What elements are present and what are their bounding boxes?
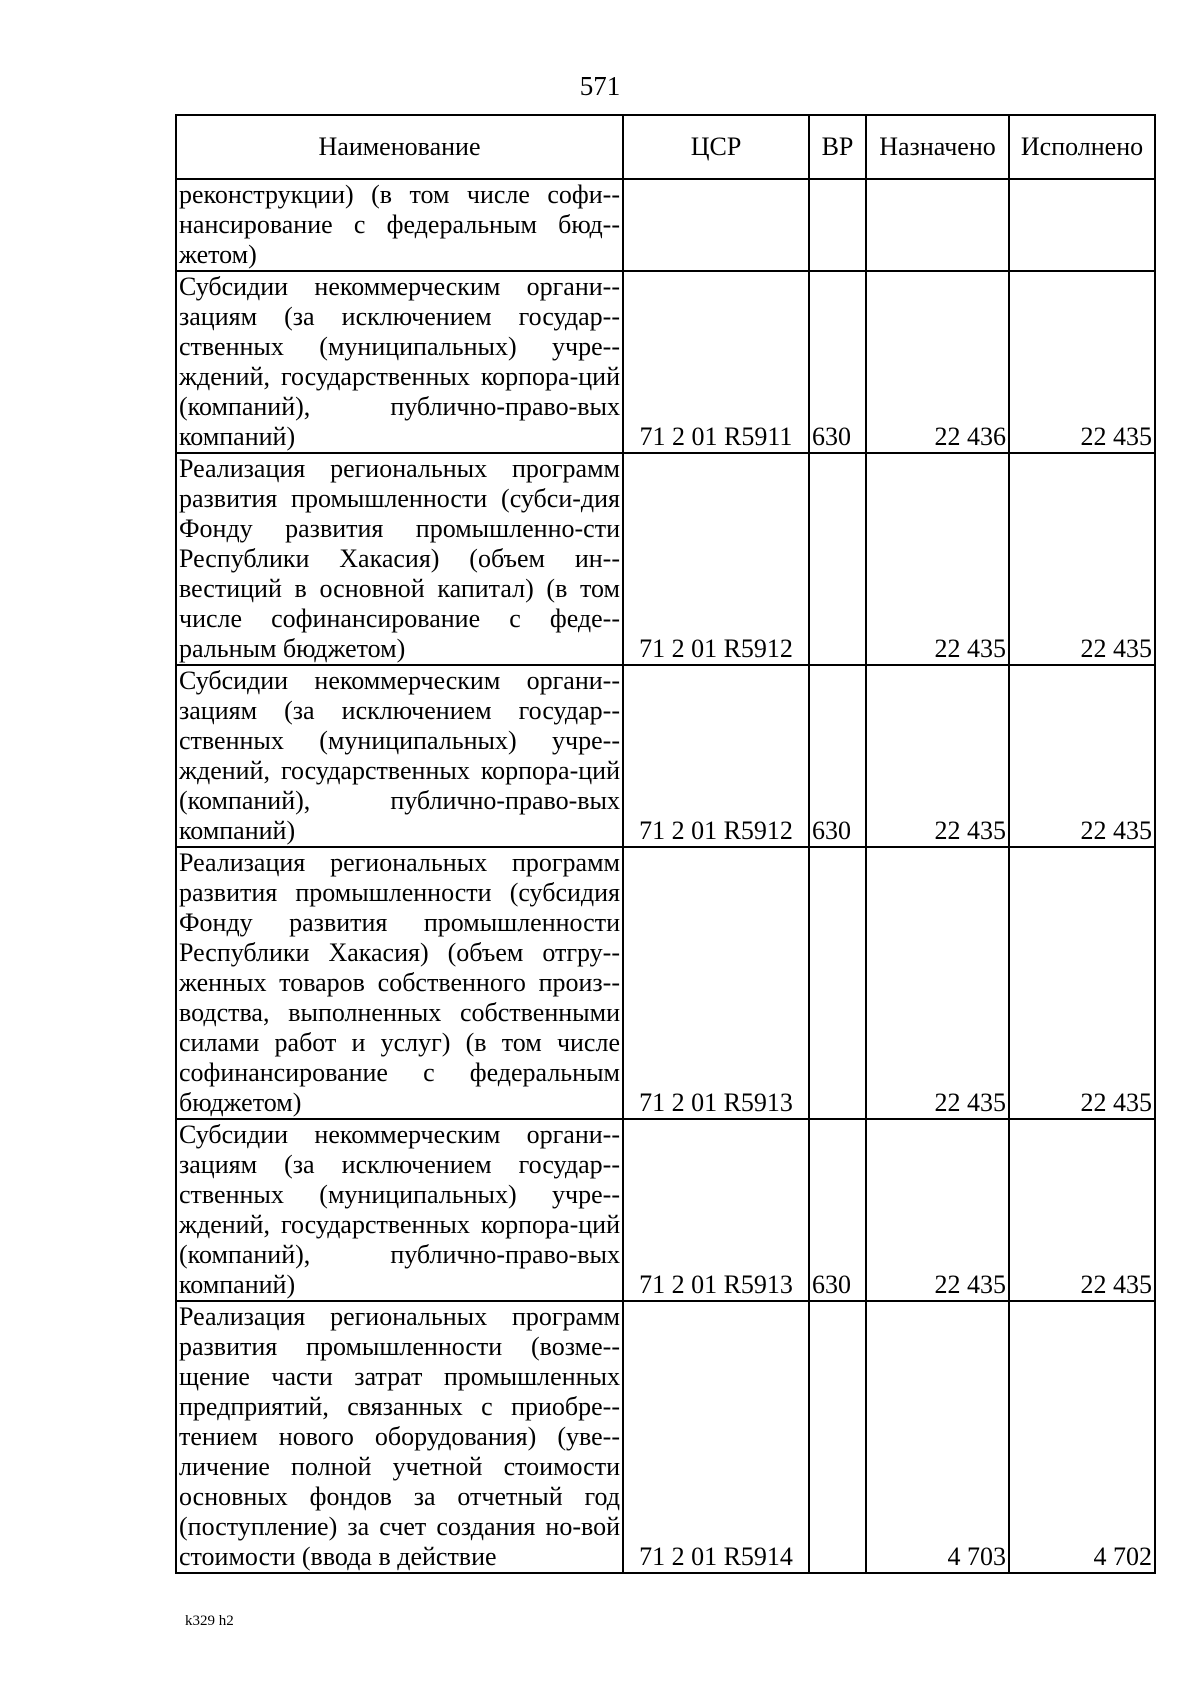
row-vr: 630 <box>809 271 866 453</box>
row-planned: 22 435 <box>866 453 1009 665</box>
table-row <box>176 847 1155 1119</box>
row-vr: 630 <box>809 665 866 847</box>
header-executed: Исполнено <box>1009 115 1155 179</box>
row-planned: 22 435 <box>866 847 1009 1119</box>
table-row <box>176 271 1155 453</box>
budget-table <box>175 114 1156 1574</box>
table-row <box>176 453 1155 665</box>
row-name: Субсидии некоммерческим органи-зациям (за исключением государ-ственных (муниципальных) учре-ждений, государственных корпора-ций (компаний), публично-право-вых компаний) <box>176 1119 623 1301</box>
row-planned: 4 703 <box>866 1301 1009 1573</box>
row-executed: 4 702 <box>1009 1301 1155 1573</box>
row-planned: 22 435 <box>866 665 1009 847</box>
table-row <box>176 665 1155 847</box>
row-executed: 22 435 <box>1009 1119 1155 1301</box>
row-name: реконструкции) (в том числе софи-нансирование с федеральным бюд-жетом) <box>176 179 623 271</box>
row-vr <box>809 453 866 665</box>
row-executed: 22 435 <box>1009 453 1155 665</box>
row-executed: 22 435 <box>1009 847 1155 1119</box>
row-vr <box>809 1301 866 1573</box>
row-name: Реализация региональных программ развития промышленности (субсидия Фонду развития промышленности Республики Хакасия) (объем отгру-женных товаров собственного произ-водства, выполненных собственными силами работ и услуг) (в том числе софинансирование с федеральным бюджетом) <box>176 847 623 1119</box>
row-name: Реализация региональных программ развития промышленности (возме-щение части затрат промышленных предприятий, связанных с приобре-тением нового оборудования) (уве-личение полной учетной стоимости основных фондов за отчетный год (поступление) за счет создания но-вой стоимости (ввода в действие <box>176 1301 623 1573</box>
row-planned: 22 436 <box>866 271 1009 453</box>
row-vr <box>809 179 866 271</box>
row-csr: 71 2 01 R5913 <box>623 1119 809 1301</box>
table-row <box>176 179 1155 271</box>
footer-code: k329 h2 <box>185 1613 234 1629</box>
row-csr: 71 2 01 R5912 <box>623 665 809 847</box>
page-number: 571 <box>579 71 621 101</box>
row-name: Реализация региональных программ развития промышленности (субси-дия Фонду развития промышленно-сти Республики Хакасия) (объем ин-вестиций в основной капитал) (в том числе софинансирование с феде-ральным бюджетом) <box>176 453 623 665</box>
row-vr <box>809 847 866 1119</box>
row-csr <box>623 179 809 271</box>
row-planned: 22 435 <box>866 1119 1009 1301</box>
table-row <box>176 1301 1155 1573</box>
row-vr: 630 <box>809 1119 866 1301</box>
table-row <box>176 1119 1155 1301</box>
row-csr: 71 2 01 R5914 <box>623 1301 809 1573</box>
row-executed: 22 435 <box>1009 665 1155 847</box>
row-executed <box>1009 179 1155 271</box>
header-name: Наименование <box>176 115 623 179</box>
header-vr: ВР <box>809 115 866 179</box>
row-executed: 22 435 <box>1009 271 1155 453</box>
row-csr: 71 2 01 R5912 <box>623 453 809 665</box>
row-csr: 71 2 01 R5911 <box>623 271 809 453</box>
row-name: Субсидии некоммерческим органи-зациям (за исключением государ-ственных (муниципальных) учре-ждений, государственных корпора-ций (компаний), публично-право-вых компаний) <box>176 665 623 847</box>
table-header-row <box>176 115 1155 179</box>
header-planned: Назначено <box>866 115 1009 179</box>
header-csr: ЦСР <box>623 115 809 179</box>
row-name: Субсидии некоммерческим органи-зациям (за исключением государ-ственных (муниципальных) учре-ждений, государственных корпора-ций (компаний), публично-право-вых компаний) <box>176 271 623 453</box>
row-csr: 71 2 01 R5913 <box>623 847 809 1119</box>
row-planned <box>866 179 1009 271</box>
